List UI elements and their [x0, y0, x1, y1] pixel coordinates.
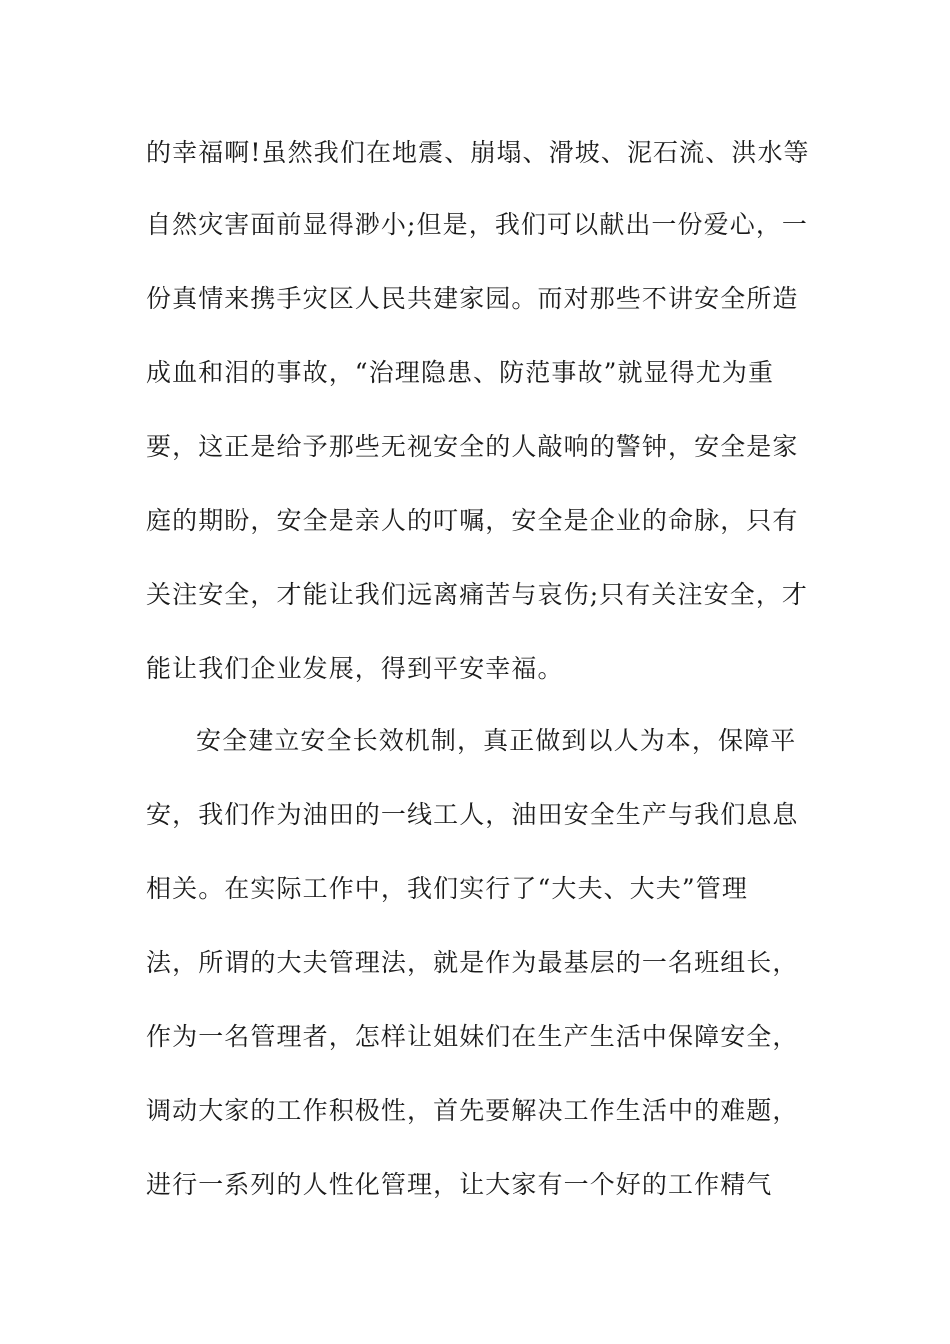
text-line: 法，所谓的大夫管理法，就是作为最基层的一名班组长， — [146, 948, 799, 977]
paragraph-first-line: 安全建立安全长效机制，真正做到以人为本，保障平 — [196, 726, 797, 755]
text-line: 的幸福啊!虽然我们在地震、崩塌、滑坡、泥石流、洪水等 — [146, 138, 810, 167]
text-line: 成血和泪的事故，“治理隐患、防范事故”就显得尤为重 — [146, 358, 775, 387]
text-line: 关注安全，才能让我们远离痛苦与哀伤;只有关注安全，才 — [146, 580, 809, 609]
text-line: 能让我们企业发展，得到平安幸福。 — [146, 654, 564, 683]
text-line: 安，我们作为油田的一线工人，油田安全生产与我们息息 — [146, 800, 799, 829]
text-line: 进行一系列的人性化管理，让大家有一个好的工作精气 — [146, 1170, 773, 1199]
text-line: 调动大家的工作积极性，首先要解决工作生活中的难题， — [146, 1096, 799, 1125]
text-line: 相关。在实际工作中，我们实行了“大夫、大夫”管理 — [146, 874, 748, 903]
text-line: 要，这正是给予那些无视安全的人敲响的警钟，安全是家 — [146, 432, 799, 461]
text-line: 自然灾害面前显得渺小;但是，我们可以献出一份爱心，一 — [146, 210, 809, 239]
text-line: 作为一名管理者，怎样让姐妹们在生产生活中保障安全， — [146, 1022, 799, 1051]
text-line: 庭的期盼，安全是亲人的叮嘱，安全是企业的命脉，只有 — [146, 506, 799, 535]
text-line: 份真情来携手灾区人民共建家园。而对那些不讲安全所造 — [146, 284, 799, 313]
